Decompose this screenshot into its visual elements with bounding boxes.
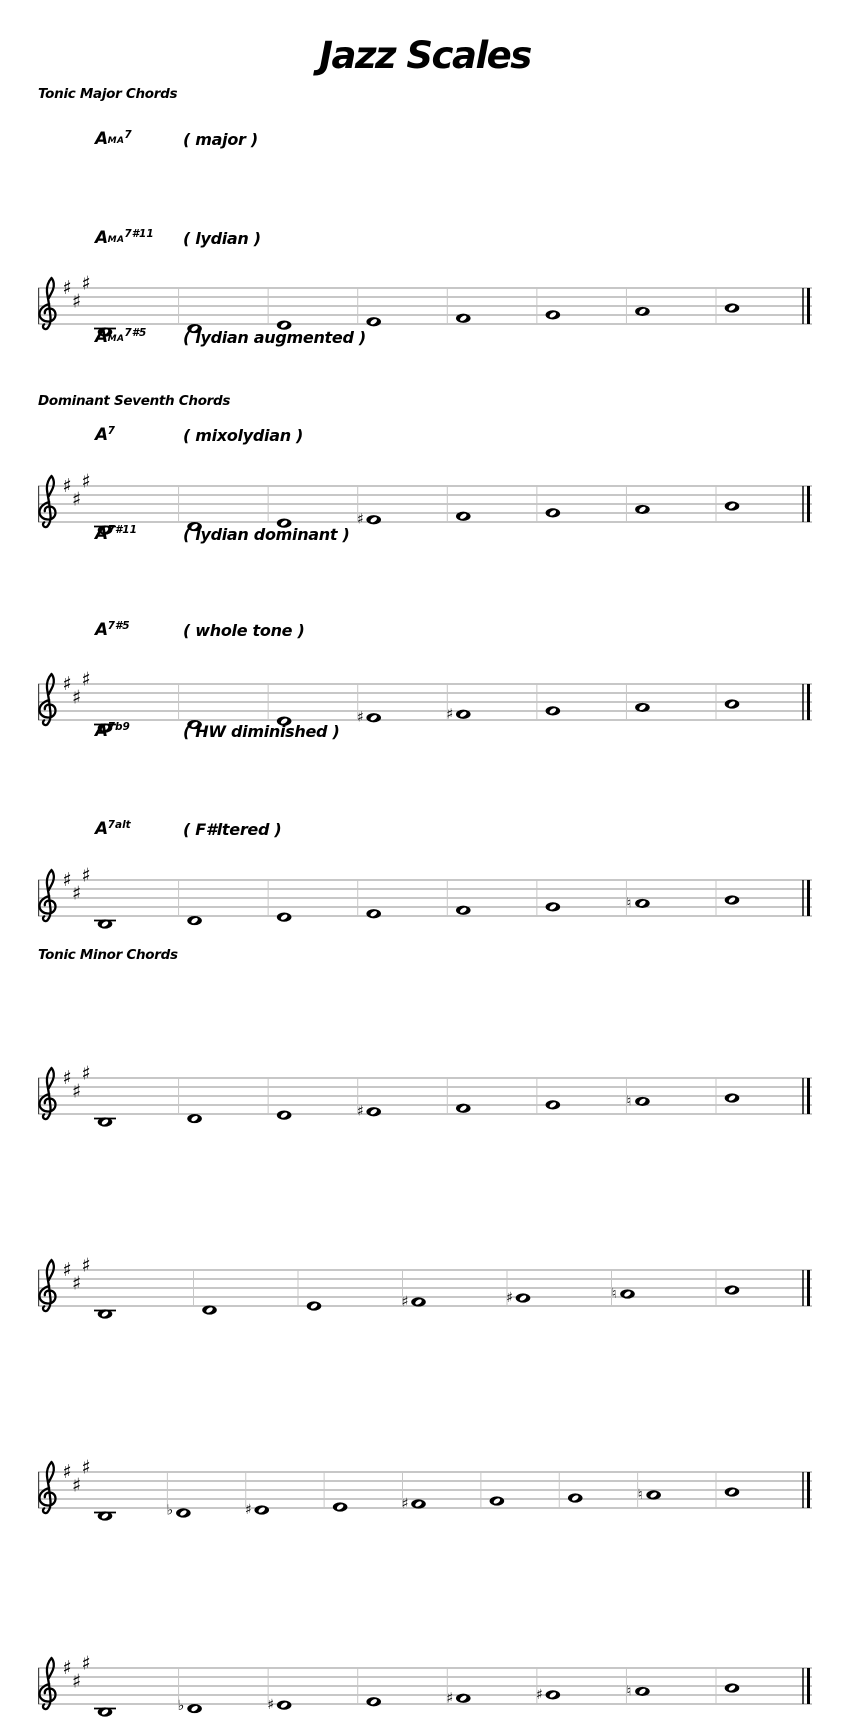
key-signature-sharp-icon: ♯ (62, 1461, 72, 1483)
chord-extension-sup: 7#5 (107, 620, 130, 632)
key-signature-sharp-icon: ♯ (62, 475, 72, 497)
chord-root: A (95, 129, 108, 149)
accidental-sharp-icon: ♯ (506, 1290, 513, 1306)
chord-quality-sub: MA (107, 235, 125, 245)
accidental-natural-icon: ♮ (626, 895, 632, 912)
whole-note (568, 1493, 583, 1502)
key-signature-sharp-icon: ♯ (71, 488, 82, 511)
accidental-sharp-icon: ♯ (446, 1690, 454, 1707)
whole-note (725, 1683, 740, 1692)
key-signature-sharp-icon: ♯ (71, 1474, 82, 1497)
chord-root: A (95, 620, 108, 640)
key-signature-sharp-icon: ♯ (71, 290, 82, 313)
accidental-flat-icon: ♭ (166, 1502, 174, 1519)
staff-svg (0, 1054, 850, 1132)
scale-name: ( F#ltered ) (183, 820, 282, 839)
accidental-sharp-icon: ♯ (401, 1294, 409, 1310)
key-signature-sharp-icon: ♯ (81, 470, 91, 493)
chord-root: A (95, 228, 108, 248)
section-label-dominant-seventh: Dominant Seventh Chords (38, 393, 231, 409)
treble-clef-icon (40, 1068, 56, 1119)
scale-name: ( lydian augmented ) (183, 328, 366, 347)
scale-name: ( whole tone ) (183, 621, 305, 640)
chord-root: A (95, 327, 108, 347)
chord-root: A (95, 819, 108, 839)
whole-note (94, 919, 116, 928)
whole-note (725, 1093, 740, 1102)
key-signature-sharp-icon: ♯ (81, 272, 91, 295)
chord-symbol (95, 620, 130, 640)
key-signature-sharp-icon: ♯ (62, 869, 72, 891)
treble-clef-icon (40, 1462, 56, 1513)
whole-note (333, 1502, 348, 1511)
key-signature-sharp-icon: ♯ (71, 686, 82, 709)
chord-quality-sub: MA (107, 136, 125, 146)
whole-note (167, 1503, 191, 1519)
accidental-natural-icon: ♮ (637, 1487, 643, 1503)
key-signature-sharp-icon: ♯ (71, 1080, 82, 1103)
chord-symbol (95, 228, 154, 248)
whole-note (536, 1687, 560, 1703)
scale-name: ( mixolydian ) (183, 426, 304, 445)
key-signature-sharp-icon: ♯ (71, 882, 82, 905)
whole-note (725, 1487, 740, 1496)
chord-symbol (95, 327, 146, 347)
key-signature-sharp-icon: ♯ (81, 668, 91, 691)
whole-note (178, 1698, 202, 1714)
whole-note (506, 1290, 530, 1306)
chord-extension-sup: 7b9 (107, 721, 130, 733)
key-signature-sharp-icon: ♯ (62, 1657, 72, 1679)
key-signature-sharp-icon: ♯ (62, 673, 72, 695)
whole-note (725, 1285, 740, 1294)
whole-note (202, 1305, 217, 1314)
accidental-natural-icon: ♮ (611, 1286, 617, 1302)
treble-clef-icon (40, 1260, 56, 1311)
scale-name: ( major ) (183, 130, 258, 149)
whole-note (307, 1301, 322, 1310)
key-signature-sharp-icon: ♯ (81, 1062, 91, 1085)
page-title: Jazz Scales (319, 34, 531, 77)
chord-extension-sup: 7alt (107, 819, 131, 831)
whole-note (402, 1496, 426, 1512)
accidental-sharp-icon: ♯ (401, 1496, 409, 1512)
chord-symbol (95, 819, 131, 839)
chord-symbol (95, 721, 130, 741)
section-label-tonic-minor: Tonic Minor Chords (38, 947, 178, 963)
chord-extension-sup: 7#11 (124, 228, 154, 240)
chord-extension-sup: 7#5 (124, 327, 147, 339)
key-signature-sharp-icon: ♯ (81, 1652, 91, 1675)
section-label-tonic-major: Tonic Major Chords (38, 86, 178, 102)
key-signature-sharp-icon: ♯ (81, 864, 91, 887)
chord-extension-sup: 7 (124, 129, 132, 141)
chord-root: A (95, 524, 108, 544)
key-signature-sharp-icon: ♯ (81, 1456, 91, 1479)
whole-note (277, 1111, 292, 1120)
whole-note (267, 1697, 291, 1713)
key-signature-sharp-icon: ♯ (71, 1272, 82, 1295)
whole-note (245, 1502, 269, 1518)
whole-note (490, 1496, 505, 1505)
accidental-sharp-icon: ♯ (356, 709, 364, 726)
whole-note (638, 1487, 661, 1503)
chord-symbol (95, 129, 132, 149)
staff-lines (38, 1668, 812, 1707)
accidental-natural-icon: ♮ (626, 1683, 632, 1700)
whole-note (94, 1309, 116, 1318)
accidental-sharp-icon: ♯ (535, 1686, 543, 1703)
key-signature-sharp-icon: ♯ (71, 1670, 82, 1693)
key-signature-sharp-icon: ♯ (62, 1067, 72, 1089)
whole-note (546, 1100, 561, 1109)
chord-extension-sup: 7#11 (107, 524, 137, 536)
accidental-sharp-icon: ♯ (446, 706, 454, 723)
scale-name: ( lydian dominant ) (183, 525, 350, 544)
whole-note (456, 1104, 471, 1113)
whole-note (94, 1511, 116, 1520)
staff-svg (0, 1644, 850, 1722)
chord-root: A (95, 425, 108, 445)
chord-extension-sup: 7 (107, 425, 115, 437)
key-signature-sharp-icon: ♯ (62, 1259, 72, 1281)
whole-note (402, 1294, 426, 1310)
accidental-sharp-icon: ♯ (356, 511, 364, 528)
accidental-sharp-icon: ♯ (267, 1697, 275, 1714)
chord-root: A (95, 721, 108, 741)
scale-name: ( HW diminished ) (183, 722, 340, 741)
accidental-sharp-icon: ♯ (244, 1502, 252, 1518)
accidental-flat-icon: ♭ (177, 1698, 185, 1715)
whole-note (357, 1104, 381, 1120)
staff-svg (0, 1448, 850, 1526)
whole-note (366, 1697, 381, 1706)
chord-quality-sub: MA (107, 334, 125, 344)
whole-note (94, 1117, 116, 1126)
treble-clef-icon (40, 1658, 56, 1709)
key-signature-sharp-icon: ♯ (81, 1254, 91, 1277)
accidental-sharp-icon: ♯ (356, 1103, 364, 1120)
whole-note (187, 1114, 202, 1123)
whole-note (94, 1707, 116, 1716)
key-signature-sharp-icon: ♯ (62, 277, 72, 299)
staff-svg (0, 1246, 850, 1324)
staff-lines (38, 1078, 812, 1114)
accidental-natural-icon: ♮ (626, 1093, 632, 1110)
chord-symbol (95, 524, 137, 544)
chord-symbol (95, 425, 115, 445)
scale-name: ( lydian ) (183, 229, 261, 248)
